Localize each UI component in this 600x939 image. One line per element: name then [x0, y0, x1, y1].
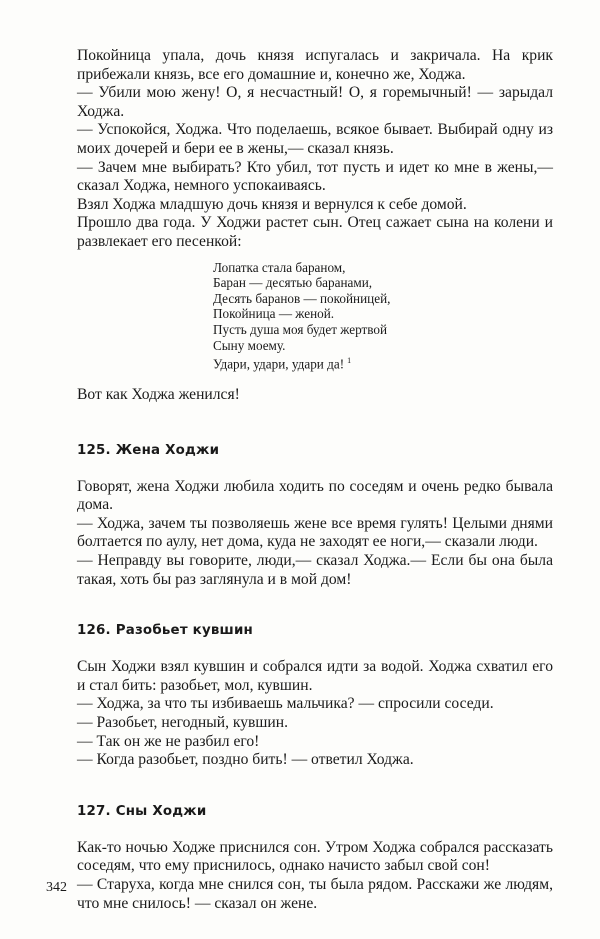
verse-line-last: [213, 353, 553, 372]
paragraph: — Ходжа, зачем ты позволяешь жене все время гулять! Целыми днями болтается по аулу, нет дома, куда не заходят ее ноги,— сказали люди.: [77, 514, 553, 551]
verse-line: Баран — десятью баранами,: [213, 275, 373, 291]
song-verse: [213, 260, 553, 373]
section-title-125: 125. Жена Ходжи: [77, 442, 220, 458]
paragraph: — Убили мою жену! О, я несчастный! О, я горемычный! — зарыдал Ходжа.: [77, 84, 553, 120]
verse-line: Сыну моему.: [213, 337, 286, 353]
paragraph: Говорят, жена Ходжи любила ходить по соседям и очень редко бывала дома.: [77, 477, 553, 514]
paragraph: Прошло два года. У Ходжи растет сын. Отец сажает сына на колени и развлекает его песенкой:: [77, 214, 553, 250]
page-body: [77, 47, 553, 913]
footnote-mark: 1: [347, 356, 352, 366]
page-number: 342: [46, 880, 67, 895]
paragraph: Покойница упала, дочь князя испугалась и закричала. На крик прибежали князь, все его домашние и, конечно же, Ходжа.: [77, 47, 553, 83]
paragraph: — Разобьет, негодный, кувшин.: [77, 714, 288, 732]
paragraph: — Ходжа, за что ты избиваешь мальчика? — спросили соседи.: [77, 695, 494, 713]
paragraph: Сын Ходжи взял кувшин и собрался идти за водой. Ходжа схватил его и стал бить: разобьет, мол, кувшин.: [77, 658, 553, 694]
paragraph: Взял Ходжа младшую дочь князя и вернулся к себе домой.: [77, 195, 467, 213]
verse-line: Десять баранов — покойницей,: [213, 290, 391, 306]
verse-line: Покойница — женой.: [213, 306, 335, 322]
paragraph: — Когда разобьет, поздно бить! — ответил Ходжа.: [77, 751, 414, 769]
paragraph: — Зачем мне выбирать? Кто убил, тот пусть и идет ко мне в жены,— сказал Ходжа, немного успокаиваясь.: [77, 158, 553, 195]
paragraph: — Успокойся, Ходжа. Что поделаешь, всякое бывает. Выбирай одну из моих дочерей и бери ее в жены,— сказал князь.: [77, 121, 553, 157]
verse-line: Лопатка стала бараном,: [213, 259, 346, 275]
verse-line: Пусть душа моя будет жертвой: [213, 321, 388, 337]
section-title-126: 126. Разобьет кувшин: [77, 623, 253, 639]
verse-line: Удари, удари, удари да!: [213, 356, 345, 372]
section-title-127: 127. Сны Ходжи: [77, 803, 207, 819]
closing-line: Вот как Ходжа женился!: [77, 386, 240, 404]
paragraph: — Так он же не разбил его!: [77, 732, 260, 750]
paragraph: — Неправду вы говорите, люди,— сказал Ходжа.— Если бы она была такая, хоть бы раз заглянула и в мой дом!: [77, 552, 553, 588]
paragraph: — Старуха, когда мне снился сон, ты была рядом. Расскажи же людям, что мне снилось! — сказал он жене.: [77, 875, 553, 912]
paragraph: Как-то ночью Ходже приснился сон. Утром Ходжа собрался рассказать соседям, что ему приснилось, однако начисто забыл свой сон!: [77, 838, 553, 875]
